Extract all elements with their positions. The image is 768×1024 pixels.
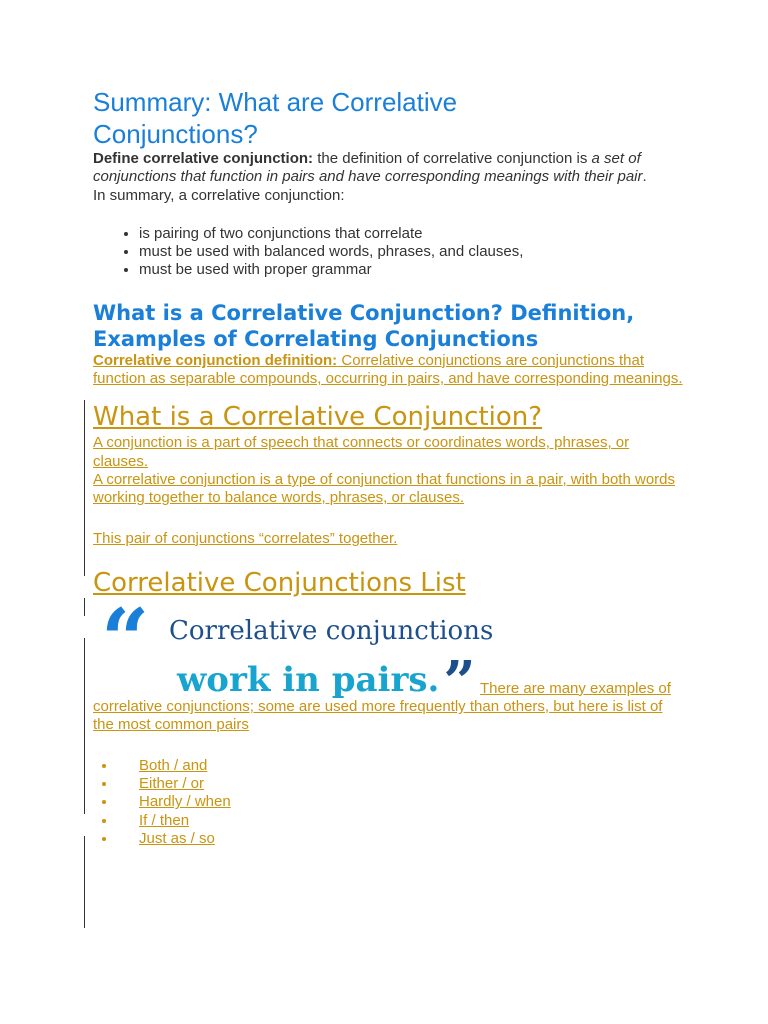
- list-item[interactable]: [117, 830, 683, 848]
- summary-intro: In summary, a correlative conjunction:: [93, 186, 345, 204]
- list-item[interactable]: [117, 793, 683, 811]
- change-bar: [84, 836, 85, 928]
- link-heading[interactable]: What is a Correlative Conjunction?: [93, 402, 543, 433]
- definition-link-text[interactable]: Correlative conjunctions are conjunctions that function as separable compounds, occurring in pairs, and have corresponding meanings.: [93, 351, 683, 388]
- quote-line1: Correlative conjunctions: [169, 615, 494, 646]
- close-quote-icon: ”: [443, 648, 476, 715]
- list-intro[interactable]: There are many examples of correlative conjunctions; some are used more frequently than others, but here is list of the most common pairs: [93, 679, 671, 734]
- change-bar: [84, 598, 85, 616]
- section-heading: What is a Correlative Conjunction? Definition, Examples of Correlating Conjunctions: [93, 300, 635, 351]
- pair-text[interactable]: Either / or: [139, 775, 205, 793]
- summary-list: [93, 225, 683, 280]
- change-bar: [84, 638, 85, 814]
- link-paragraph[interactable]: This pair of conjunctions “correlates” together.: [93, 529, 398, 547]
- definition-paragraph: [93, 150, 683, 187]
- document-body: [93, 86, 683, 848]
- open-quote-icon: “: [101, 589, 150, 689]
- definition-end: .: [642, 168, 647, 186]
- pair-text[interactable]: Both / and: [139, 756, 208, 774]
- link-paragraph[interactable]: A conjunction is a part of speech that connects or coordinates words, phrases, or clauses.: [93, 434, 630, 470]
- change-bar: [84, 400, 85, 576]
- quote-line2: [177, 648, 476, 715]
- definition-italic: a set of conjunctions that function in pairs and have corresponding meanings with their pair: [93, 150, 643, 186]
- list-item[interactable]: [117, 775, 683, 793]
- pairs-list: [93, 757, 683, 848]
- list-item[interactable]: [117, 757, 683, 775]
- pair-text[interactable]: Just as / so: [139, 829, 215, 847]
- list-item: • must be used with balanced words, phrases, and clauses,: [139, 243, 683, 261]
- list-heading[interactable]: Correlative Conjunctions List: [93, 567, 466, 598]
- summary-heading-line1: Summary: What are Correlative: [93, 87, 458, 117]
- summary-heading-line2: Conjunctions?: [93, 119, 258, 149]
- definition-link[interactable]: [93, 352, 683, 389]
- pair-text[interactable]: If / then: [139, 811, 190, 829]
- summary-heading: [93, 86, 683, 150]
- quote-line2-text: work in pairs.: [177, 659, 440, 700]
- definition-label: Define correlative conjunction:: [93, 150, 314, 167]
- list-item: • must be used with proper grammar: [139, 261, 683, 279]
- pair-text[interactable]: Hardly / when: [139, 793, 231, 811]
- list-item[interactable]: [117, 812, 683, 830]
- definition-link-label[interactable]: Correlative conjunction definition:: [93, 351, 338, 369]
- list-item: • is pairing of two conjunctions that correlate: [139, 225, 683, 243]
- link-paragraph[interactable]: A correlative conjunction is a type of conjunction that functions in a pair, with both words working together to balance words, phrases, or clauses.: [93, 470, 675, 507]
- definition-text: the definition of correlative conjunction is: [313, 150, 592, 167]
